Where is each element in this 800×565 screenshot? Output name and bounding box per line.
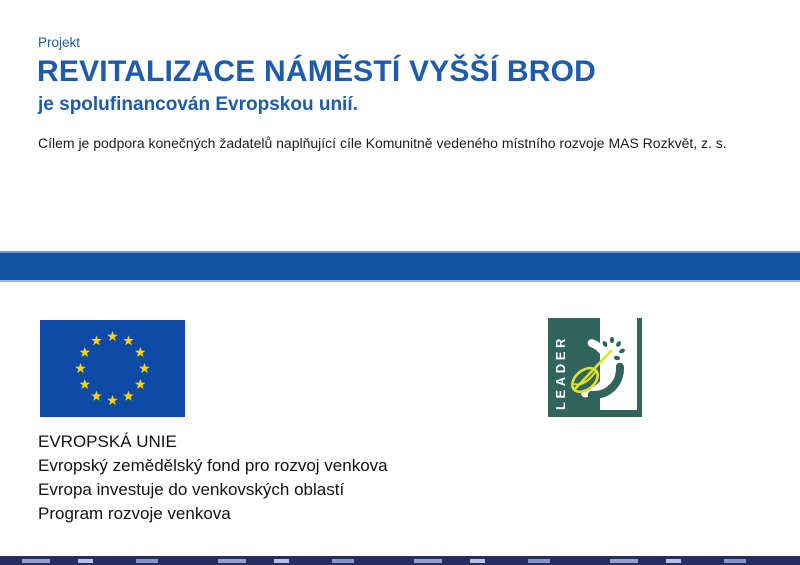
project-description: Cílem je podpora konečných žadatelů naplňující cíle Komunitně vedeného místního rozvoje MAS Rozkvět, z. s. <box>38 135 727 151</box>
funding-line-eu: EVROPSKÁ UNIE <box>38 432 177 451</box>
leader-logo-text: LEADER <box>553 334 568 410</box>
funding-line-program: Program rozvoje venkova <box>38 504 231 523</box>
cofinancing-subtitle: je spolufinancován Evropskou unií. <box>38 94 358 115</box>
project-kicker: Projekt <box>38 35 81 50</box>
blue-divider-bar <box>0 251 800 282</box>
eu-flag <box>40 320 185 417</box>
funding-text-block <box>38 430 388 526</box>
funding-line-fund: Evropský zemědělský fond pro rozvoj venkova <box>38 456 388 475</box>
bottom-navy-strip <box>0 556 800 565</box>
funding-line-invest: Evropa investuje do venkovských oblastí <box>38 480 345 499</box>
leader-logo <box>548 318 642 417</box>
project-title: REVITALIZACE NÁMĚSTÍ VYŠŠÍ BROD <box>37 55 597 88</box>
